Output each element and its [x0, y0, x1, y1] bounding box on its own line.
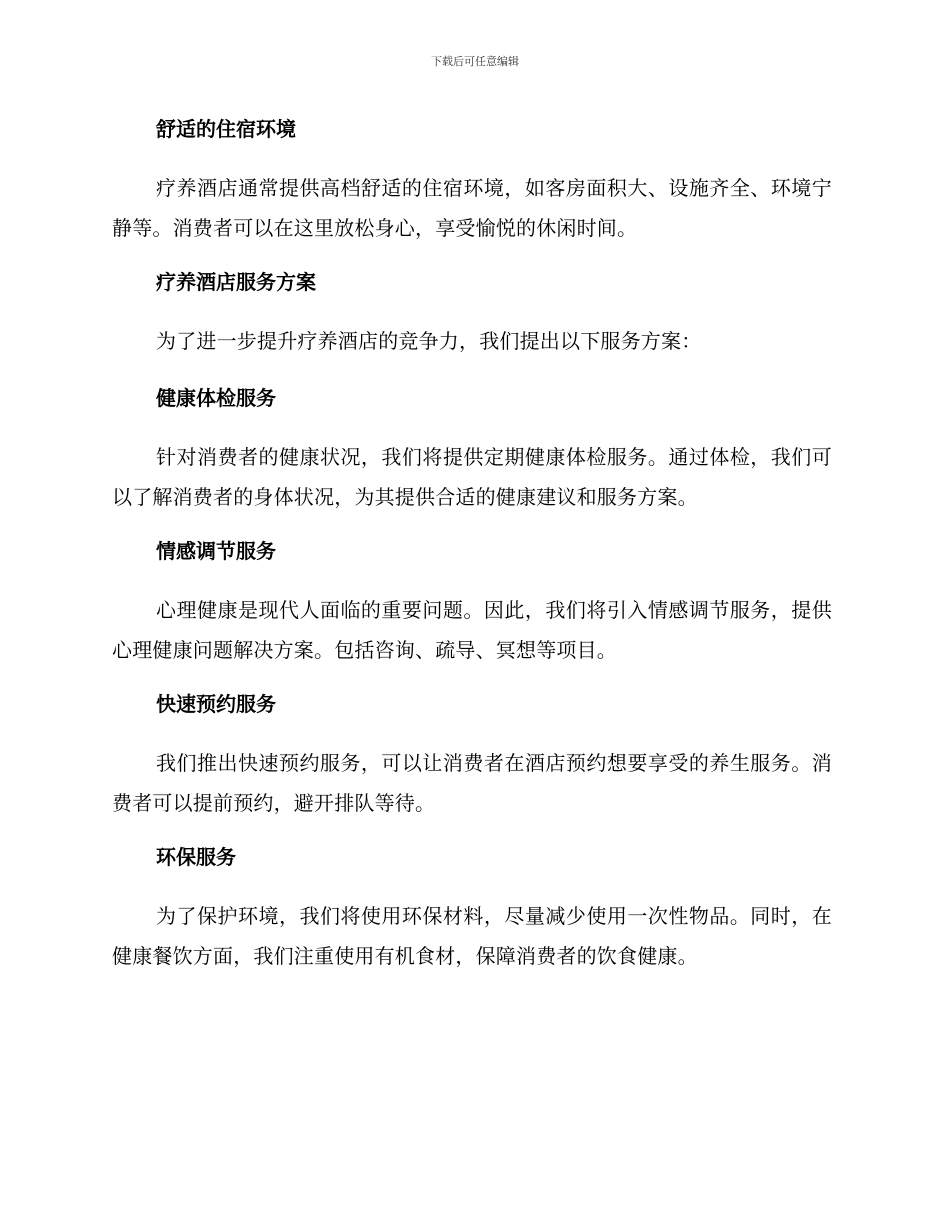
- section-heading: 舒适的住宿环境: [156, 117, 296, 141]
- section-eco-service: [112, 838, 832, 976]
- section-paragraph: 我们推出快速预约服务，可以让消费者在酒店预约想要享受的养生服务。消费者可以提前预约，避开排队等待。: [112, 751, 832, 815]
- page-header: 下载后可任意编辑: [431, 55, 519, 68]
- section-paragraph: 心理健康是现代人面临的重要问题。因此，我们将引入情感调节服务，提供心理健康问题解决方案。包括咨询、疏导、冥想等项目。: [112, 598, 832, 662]
- section-quick-booking: [112, 685, 832, 823]
- section-paragraph: 为了进一步提升疗养酒店的竞争力，我们提出以下服务方案：: [156, 329, 702, 353]
- section-health-checkup: [112, 379, 832, 517]
- section-heading: 快速预约服务: [156, 692, 276, 716]
- section-heading: 环保服务: [156, 845, 236, 869]
- document-body: [112, 110, 832, 991]
- section-heading: 情感调节服务: [156, 539, 276, 563]
- section-comfortable-accommodation: [112, 110, 832, 248]
- section-emotional-regulation: [112, 532, 832, 670]
- section-paragraph: 疗养酒店通常提供高档舒适的住宿环境，如客房面积大、设施齐全、环境宁静等。消费者可以在这里放松身心，享受愉悦的休闲时间。: [112, 176, 832, 240]
- section-heading: 疗养酒店服务方案: [156, 270, 316, 294]
- section-paragraph: 为了保护环境，我们将使用环保材料，尽量减少使用一次性物品。同时，在健康餐饮方面，我们注重使用有机食材，保障消费者的饮食健康。: [112, 904, 832, 968]
- section-paragraph: 针对消费者的健康状况，我们将提供定期健康体检服务。通过体检，我们可以了解消费者的身体状况，为其提供合适的健康建议和服务方案。: [112, 445, 832, 509]
- section-heading: 健康体检服务: [156, 386, 276, 410]
- section-service-plan: [112, 263, 832, 361]
